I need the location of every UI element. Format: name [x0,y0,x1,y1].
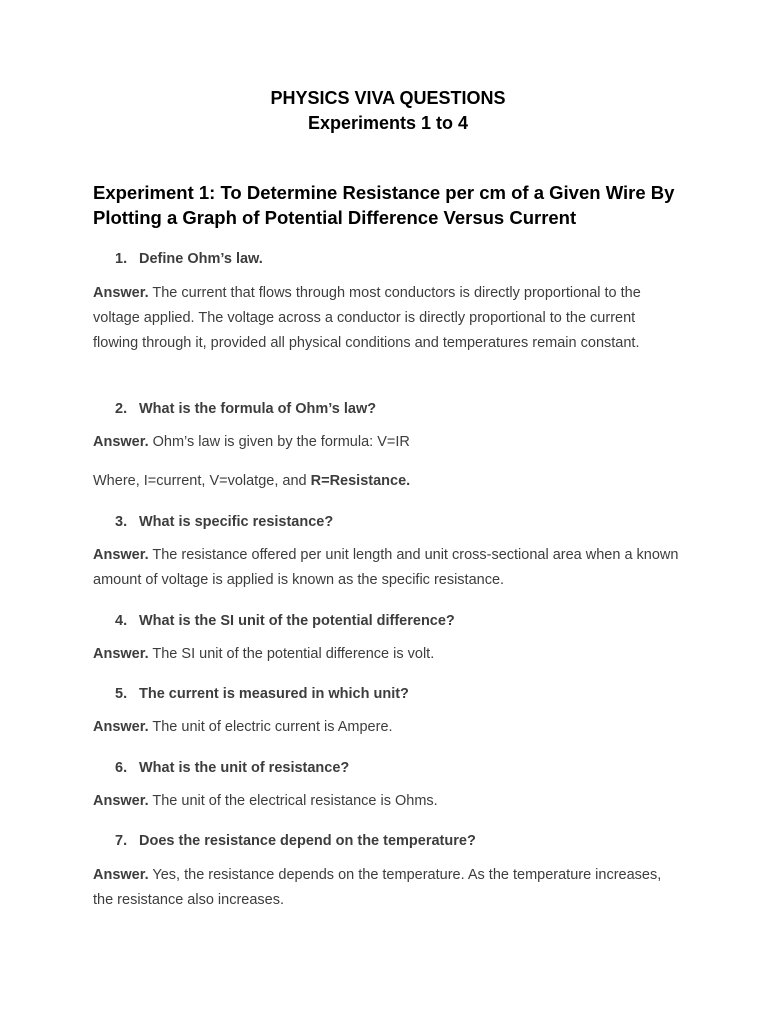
question-number: 4. [115,613,128,629]
answer-label: Answer. [93,719,149,735]
question-text: What is the formula of Ohm’s law? [139,401,377,417]
question-text: What is the unit of resistance? [139,760,350,776]
question-text: Define Ohm’s law. [139,251,263,267]
question-3 [115,512,333,532]
answer-text: Ohm’s law is given by the formula: V=IR [152,434,410,450]
question-number: 7. [115,833,128,849]
question-number: 6. [115,760,128,776]
answer-text: The resistance offered per unit length and unit cross-sectional area when a known amount of voltage is applied is known as the specific resistance. [93,547,679,588]
answer-1 [93,281,683,356]
document-title: PHYSICS VIVA QUESTIONS [270,88,506,108]
answer-2 [93,430,683,455]
experiment-heading: Experiment 1: To Determine Resistance per cm of a Given Wire By Plotting a Graph of Potential Difference Versus Current [93,182,675,228]
answer-label: Answer. [93,646,149,662]
answer-7 [93,863,683,913]
answer-4 [93,642,683,667]
question-text: What is the SI unit of the potential difference? [139,613,455,629]
answer-label: Answer. [93,793,149,809]
answer-text: Yes, the resistance depends on the temperature. As the temperature increases, the resistance also increases. [93,867,662,908]
answer-2-note [93,469,683,494]
question-number: 2. [115,401,128,417]
note-bold-text: R=Resistance. [310,473,411,489]
answer-text: The current that flows through most conductors is directly proportional to the voltage applied. The voltage across a conductor is directly proportional to the current flowing through it, provided all physical conditions and temperatures remain constant. [93,285,641,351]
question-2 [115,399,376,419]
question-1 [115,249,263,269]
answer-6 [93,789,683,814]
question-number: 5. [115,686,128,702]
answer-3 [93,543,683,593]
question-text: Does the resistance depend on the temperature? [139,833,476,849]
answer-text: The unit of electric current is Ampere. [152,719,393,735]
answer-label: Answer. [93,434,149,450]
document-subtitle: Experiments 1 to 4 [307,113,469,133]
note-text: Where, I=current, V=volatge, and [93,473,311,489]
answer-text: The unit of the electrical resistance is Ohms. [152,793,438,809]
question-text: The current is measured in which unit? [139,686,409,702]
question-7 [115,831,476,851]
answer-label: Answer. [93,867,149,883]
answer-5 [93,715,683,740]
answer-text: The SI unit of the potential difference is volt. [152,646,435,662]
question-5 [115,684,409,704]
question-number: 3. [115,514,128,530]
question-6 [115,758,349,778]
answer-label: Answer. [93,547,149,563]
question-number: 1. [115,251,128,267]
answer-label: Answer. [93,285,149,301]
question-4 [115,611,455,631]
question-text: What is specific resistance? [139,514,334,530]
